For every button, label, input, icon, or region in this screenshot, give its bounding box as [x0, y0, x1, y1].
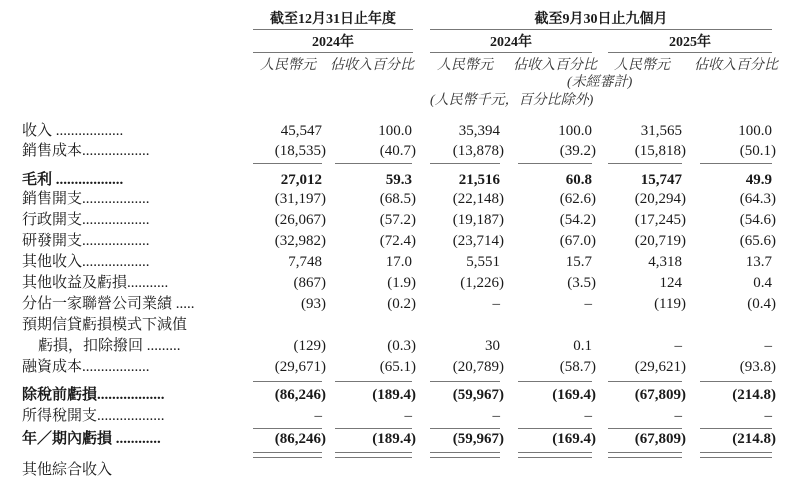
row-value: (72.4) — [379, 233, 416, 249]
divider — [430, 457, 500, 458]
row-value: (62.6) — [559, 191, 596, 207]
row-value: (32,982) — [274, 233, 326, 249]
divider — [430, 163, 500, 164]
row-value: (40.7) — [379, 143, 416, 159]
header-year-period: 截至12月31日止年度 — [270, 12, 396, 27]
divider — [430, 381, 500, 382]
row-value: (54.2) — [559, 212, 596, 228]
row-value: – — [492, 408, 500, 424]
row-value: (31,197) — [274, 191, 326, 207]
divider — [253, 428, 322, 429]
row-value: 0.4 — [753, 275, 772, 291]
row-label: 所得稅開支.................. — [22, 408, 165, 424]
row-value: (214.8) — [732, 387, 776, 403]
divider — [253, 52, 413, 53]
row-value: – — [764, 338, 772, 354]
row-label: 其他綜合收入 — [22, 462, 113, 478]
row-value: (93.8) — [739, 359, 776, 375]
divider — [518, 457, 592, 458]
table-row — [0, 315, 800, 336]
row-value: (13,878) — [452, 143, 504, 159]
row-value: (214.8) — [732, 431, 776, 447]
row-value: 124 — [659, 275, 682, 291]
row-value: (58.7) — [559, 359, 596, 375]
row-value: (169.4) — [552, 431, 596, 447]
divider — [518, 381, 592, 382]
row-value: (1.9) — [387, 275, 416, 291]
row-value: (20,294) — [634, 191, 686, 207]
divider — [253, 29, 413, 30]
row-value: (19,187) — [452, 212, 504, 228]
table-row — [0, 406, 800, 427]
row-value: 17.0 — [385, 254, 412, 270]
header-year-2024: 2024年 — [312, 35, 354, 50]
row-value: (0.2) — [387, 296, 416, 312]
row-value: 100.0 — [558, 123, 592, 139]
col-header-rmb: 人民幣元 — [614, 58, 670, 73]
divider — [430, 452, 500, 453]
row-value: (26,067) — [274, 212, 326, 228]
row-label: 研發開支.................. — [22, 233, 150, 249]
row-value: (29,671) — [274, 359, 326, 375]
row-value: (0.3) — [387, 338, 416, 354]
row-value: (189.4) — [372, 387, 416, 403]
col-header-rmb: 人民幣元 — [260, 58, 316, 73]
row-value: (67,809) — [634, 387, 686, 403]
row-value: (15,818) — [634, 143, 686, 159]
divider — [608, 52, 772, 53]
row-value: (23,714) — [452, 233, 504, 249]
row-value: (54.6) — [739, 212, 776, 228]
table-row — [0, 189, 800, 210]
row-value: (119) — [654, 296, 686, 312]
row-label: 預期信貸虧損模式下減值 — [22, 317, 188, 333]
row-value: (20,789) — [452, 359, 504, 375]
row-value: (67,809) — [634, 431, 686, 447]
divider — [253, 381, 322, 382]
row-value: – — [314, 408, 322, 424]
divider — [253, 457, 322, 458]
divider — [253, 452, 322, 453]
row-value: 31,565 — [640, 123, 682, 139]
row-value: (18,535) — [274, 143, 326, 159]
divider — [335, 452, 412, 453]
row-value: 4,318 — [648, 254, 682, 270]
row-value: – — [584, 408, 592, 424]
row-value: (50.1) — [739, 143, 776, 159]
table-row — [0, 231, 800, 252]
row-value: (0.4) — [747, 296, 776, 312]
row-value: – — [674, 408, 682, 424]
row-label: 銷售成本.................. — [22, 143, 150, 159]
row-label: 年／期內虧損 ............ — [22, 431, 161, 447]
row-value: – — [764, 408, 772, 424]
row-value: (22,148) — [452, 191, 504, 207]
row-value: (67.0) — [559, 233, 596, 249]
row-value: 49.9 — [745, 172, 772, 188]
col-header-pct: 佔收入百分比 — [694, 58, 778, 73]
row-value: (1,226) — [460, 275, 504, 291]
row-value: (867) — [293, 275, 326, 291]
col-header-pct: 佔收入百分比 — [513, 58, 597, 73]
header-nine-2024: 2024年 — [490, 35, 532, 50]
col-header-rmb: 人民幣元 — [437, 58, 493, 73]
row-value: (59,967) — [452, 431, 504, 447]
row-value: (3.5) — [567, 275, 596, 291]
row-value: (29,621) — [634, 359, 686, 375]
row-value: 15.7 — [565, 254, 592, 270]
row-label: 收入 .................. — [22, 123, 124, 139]
row-label: 其他收益及虧損........... — [22, 275, 169, 291]
row-value: 59.3 — [385, 172, 412, 188]
divider — [608, 163, 682, 164]
divider — [608, 381, 682, 382]
divider — [335, 457, 412, 458]
row-value: 0.1 — [573, 338, 592, 354]
row-label: 行政開支.................. — [22, 212, 150, 228]
row-value: (17,245) — [634, 212, 686, 228]
row-value: (93) — [301, 296, 326, 312]
row-value: (129) — [293, 338, 326, 354]
row-value: – — [404, 408, 412, 424]
row-value: (59,967) — [452, 387, 504, 403]
table-row — [0, 210, 800, 231]
row-value: (86,246) — [274, 387, 326, 403]
row-value: 27,012 — [280, 172, 322, 188]
row-label: 虧損，扣除撥回 ......... — [38, 338, 181, 354]
row-value: 7,748 — [288, 254, 322, 270]
divider — [700, 381, 772, 382]
divider — [700, 452, 772, 453]
divider — [700, 428, 772, 429]
table-row — [0, 252, 800, 273]
divider — [700, 163, 772, 164]
row-value: – — [584, 296, 592, 312]
row-value: (65.6) — [739, 233, 776, 249]
row-value: (169.4) — [552, 387, 596, 403]
divider — [253, 163, 322, 164]
row-value: (64.3) — [739, 191, 776, 207]
row-value: 15,747 — [640, 172, 682, 188]
divider — [518, 428, 592, 429]
table-row — [0, 336, 800, 357]
row-value: (189.4) — [372, 431, 416, 447]
row-label: 分佔一家聯營公司業績 ..... — [22, 296, 195, 312]
row-value: 35,394 — [458, 123, 500, 139]
divider — [518, 452, 592, 453]
divider — [430, 428, 500, 429]
row-label: 融資成本.................. — [22, 359, 150, 375]
divider — [335, 381, 412, 382]
row-label: 其他收入.................. — [22, 254, 150, 270]
row-value: (39.2) — [559, 143, 596, 159]
divider — [335, 163, 412, 164]
row-value: 5,551 — [466, 254, 500, 270]
row-label: 除稅前虧損.................. — [22, 387, 165, 403]
col-header-pct: 佔收入百分比 — [330, 58, 414, 73]
unit-note: (人民幣千元，百分比除外) — [430, 93, 594, 108]
unaudited-note: (未經審計) — [567, 75, 633, 90]
table-row — [0, 121, 800, 142]
row-value: – — [674, 338, 682, 354]
row-value: (57.2) — [379, 212, 416, 228]
divider — [608, 457, 682, 458]
row-value: 100.0 — [738, 123, 772, 139]
table-row — [0, 170, 800, 191]
row-label: 毛利 .................. — [22, 172, 124, 188]
table-row — [0, 385, 800, 406]
table-row — [0, 141, 800, 162]
row-value: 30 — [485, 338, 500, 354]
divider — [430, 29, 772, 30]
row-value: 21,516 — [458, 172, 500, 188]
table-row — [0, 429, 800, 450]
row-value: (20,719) — [634, 233, 686, 249]
header-nine-month-period: 截至9月30日止九個月 — [534, 12, 668, 27]
row-value: 45,547 — [280, 123, 322, 139]
divider — [608, 452, 682, 453]
row-value: – — [492, 296, 500, 312]
divider — [335, 428, 412, 429]
row-value: (68.5) — [379, 191, 416, 207]
table-row — [0, 460, 800, 481]
divider — [518, 163, 592, 164]
divider — [430, 52, 592, 53]
row-value: 100.0 — [378, 123, 412, 139]
header-nine-2025: 2025年 — [669, 35, 711, 50]
row-value: 13.7 — [745, 254, 772, 270]
divider — [700, 457, 772, 458]
divider — [608, 428, 682, 429]
table-row — [0, 294, 800, 315]
row-value: (86,246) — [274, 431, 326, 447]
table-row — [0, 273, 800, 294]
table-row — [0, 357, 800, 378]
row-value: (65.1) — [379, 359, 416, 375]
row-label: 銷售開支.................. — [22, 191, 150, 207]
row-value: 60.8 — [565, 172, 592, 188]
